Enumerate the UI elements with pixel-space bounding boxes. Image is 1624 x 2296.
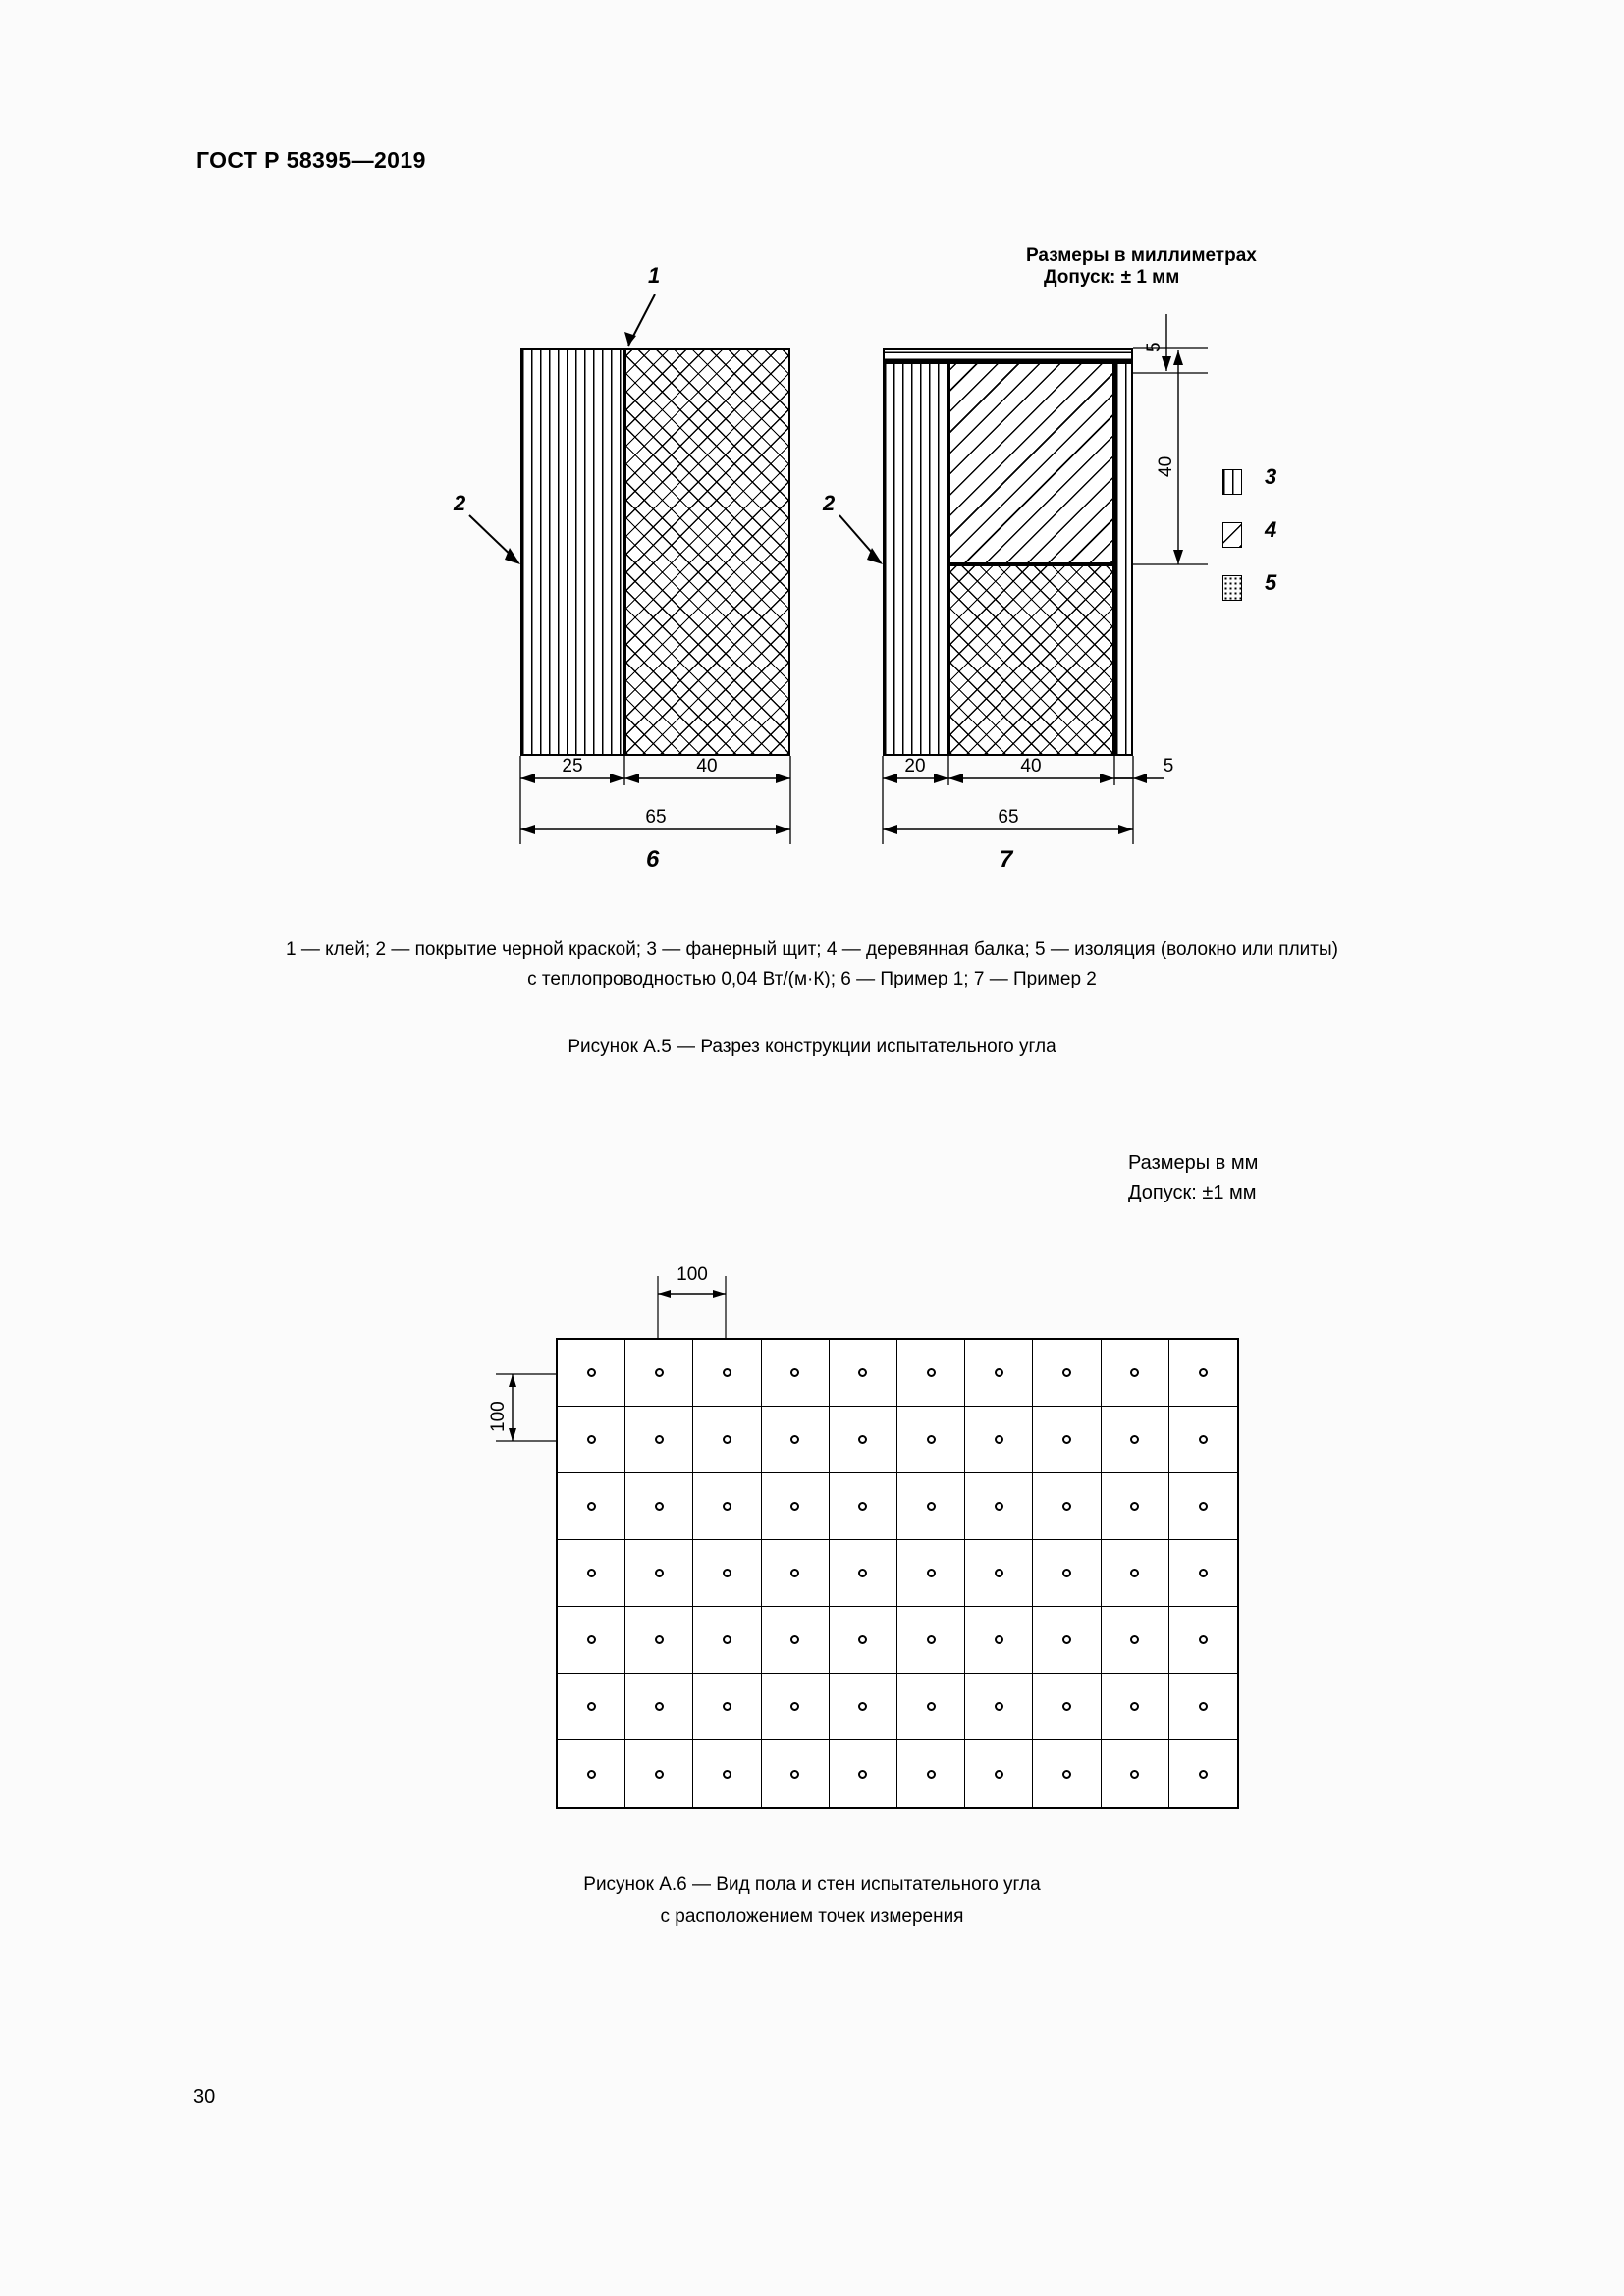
grid-cell: [1102, 1674, 1169, 1740]
figure-a5-key-line1: 1 — клей; 2 — покрытие черной краской; 3 — фанерный щит; 4 — деревянная балка; 5 — изоляция (волокно или плиты): [286, 939, 1338, 960]
grid-cell: [625, 1740, 693, 1807]
grid-cell: [1033, 1473, 1101, 1540]
grid-cell: [762, 1407, 830, 1473]
measurement-point: [858, 1569, 867, 1577]
grid-cell: [1169, 1607, 1237, 1674]
grid-cell: [830, 1540, 897, 1607]
grid-cell: [693, 1540, 761, 1607]
measurement-point: [655, 1569, 664, 1577]
grid-cell: [830, 1340, 897, 1407]
grid-cell: [965, 1607, 1033, 1674]
measurement-point: [1199, 1770, 1208, 1779]
grid-cell: [1033, 1674, 1101, 1740]
grid-cell: [830, 1407, 897, 1473]
grid-cell: [1102, 1407, 1169, 1473]
grid-cell: [693, 1340, 761, 1407]
measurement-point: [995, 1702, 1003, 1711]
grid-cell: [830, 1473, 897, 1540]
leader-label-1: 1: [648, 263, 661, 288]
measurement-point: [790, 1368, 799, 1377]
grid-cell: [558, 1407, 625, 1473]
leader-label-2-left: 2: [454, 491, 466, 515]
grid-cell: [625, 1473, 693, 1540]
grid-cell: [1169, 1473, 1237, 1540]
example2-dim-20: 20: [904, 756, 926, 776]
measurement-point: [723, 1702, 731, 1711]
figure-a5-key-line2: с теплопроводностью 0,04 Вт/(м·К); 6 — Пример 1; 7 — Пример 2: [527, 969, 1097, 989]
grid-cell: [965, 1540, 1033, 1607]
page-number: 30: [193, 2086, 216, 2108]
grid-cell: [625, 1407, 693, 1473]
grid-cell: [625, 1674, 693, 1740]
measurement-point: [1199, 1435, 1208, 1444]
grid-cell: [558, 1740, 625, 1807]
measurement-point: [1199, 1368, 1208, 1377]
measurement-point: [858, 1368, 867, 1377]
measurement-point: [790, 1569, 799, 1577]
legend-label-3: 3: [1265, 464, 1277, 489]
measurement-point: [1062, 1368, 1071, 1377]
grid-cell: [965, 1740, 1033, 1807]
grid-cell: [830, 1607, 897, 1674]
grid-cell: [762, 1740, 830, 1807]
measurement-point: [790, 1702, 799, 1711]
measurement-point: [995, 1770, 1003, 1779]
legend-label-4: 4: [1265, 517, 1277, 542]
measurement-point: [1062, 1502, 1071, 1511]
measurement-point: [858, 1502, 867, 1511]
measurement-point: [1199, 1635, 1208, 1644]
grid-cell: [558, 1674, 625, 1740]
leader-label-2-right: 2: [823, 491, 836, 515]
example1-label: 6: [646, 846, 660, 873]
measurement-point: [790, 1770, 799, 1779]
measurement-point: [1130, 1368, 1139, 1377]
measurement-point: [1199, 1569, 1208, 1577]
grid-cell: [1102, 1340, 1169, 1407]
grid-cell: [1169, 1340, 1237, 1407]
grid-cell: [558, 1540, 625, 1607]
grid-cell: [762, 1540, 830, 1607]
example2-dim-top-5: 5: [1144, 342, 1164, 352]
grid-cell: [1102, 1540, 1169, 1607]
grid-cell: [1033, 1740, 1101, 1807]
measurement-point: [1130, 1502, 1139, 1511]
grid-cell: [1169, 1674, 1237, 1740]
measurement-point: [1062, 1702, 1071, 1711]
figure-a5-caption: Рисунок А.5 — Разрез конструкции испытательного угла: [568, 1037, 1056, 1057]
grid-cell: [1102, 1607, 1169, 1674]
measurement-point: [995, 1435, 1003, 1444]
grid-cell: [625, 1340, 693, 1407]
example2-dim-5: 5: [1163, 756, 1174, 776]
grid-cell: [1169, 1407, 1237, 1473]
grid-cell: [897, 1607, 965, 1674]
measurement-point: [655, 1502, 664, 1511]
grid-cell: [625, 1540, 693, 1607]
measurement-point: [858, 1702, 867, 1711]
measurement-point: [723, 1502, 731, 1511]
grid-cell: [897, 1473, 965, 1540]
figure-a5-units-line2: Допуск: ± 1 мм: [1044, 267, 1180, 288]
example2-label: 7: [1000, 846, 1013, 873]
measurement-point: [790, 1435, 799, 1444]
measurement-point: [790, 1635, 799, 1644]
measurement-point: [723, 1435, 731, 1444]
measurement-point: [723, 1635, 731, 1644]
grid-cell: [625, 1607, 693, 1674]
measurement-point: [1130, 1770, 1139, 1779]
grid-cell: [558, 1607, 625, 1674]
grid-cell: [693, 1473, 761, 1540]
grid-cell: [693, 1674, 761, 1740]
grid-cell: [762, 1473, 830, 1540]
grid-cell: [693, 1407, 761, 1473]
measurement-point: [1062, 1435, 1071, 1444]
measurement-point: [995, 1502, 1003, 1511]
measurement-point: [927, 1368, 936, 1377]
grid-cell: [897, 1540, 965, 1607]
grid-cell: [762, 1607, 830, 1674]
grid-cell: [830, 1674, 897, 1740]
grid-cell: [693, 1740, 761, 1807]
grid-cell: [558, 1340, 625, 1407]
figure-a6-caption-line1: Рисунок А.6 — Вид пола и стен испытательного угла: [583, 1874, 1041, 1895]
example1-dim-65: 65: [645, 807, 667, 828]
measurement-point: [927, 1435, 936, 1444]
measurement-point: [927, 1635, 936, 1644]
example1-dim-25: 25: [562, 756, 583, 776]
grid-cell: [897, 1407, 965, 1473]
measurement-point: [655, 1435, 664, 1444]
measurement-point: [723, 1368, 731, 1377]
measurement-point: [1062, 1569, 1071, 1577]
measurement-point: [1199, 1702, 1208, 1711]
measurement-point: [587, 1770, 596, 1779]
measurement-point: [790, 1502, 799, 1511]
grid-cell: [1033, 1540, 1101, 1607]
grid-cell: [693, 1607, 761, 1674]
example1-dim-40: 40: [696, 756, 718, 776]
grid-cell: [1033, 1607, 1101, 1674]
measurement-point: [723, 1770, 731, 1779]
measurement-point: [655, 1635, 664, 1644]
measurement-point: [858, 1435, 867, 1444]
figure-a6-caption-line2: с расположением точек измерения: [660, 1906, 964, 1927]
grid-cell: [1102, 1740, 1169, 1807]
measurement-point: [587, 1569, 596, 1577]
measurement-point: [655, 1770, 664, 1779]
figure-a5-units-line1: Размеры в миллиметрах: [1026, 245, 1257, 266]
figure-a6-dim-horizontal: 100: [677, 1264, 708, 1285]
measurement-point: [1062, 1635, 1071, 1644]
grid-cell: [558, 1473, 625, 1540]
measurement-point: [927, 1702, 936, 1711]
measurement-point: [927, 1770, 936, 1779]
measurement-point: [655, 1368, 664, 1377]
figure-a6-units-line1: Размеры в мм: [1128, 1152, 1259, 1174]
measurement-point: [1130, 1569, 1139, 1577]
measurement-point: [587, 1435, 596, 1444]
measurement-point: [995, 1368, 1003, 1377]
measurement-point: [858, 1770, 867, 1779]
measurement-point: [587, 1702, 596, 1711]
figure-a6-units-line2: Допуск: ±1 мм: [1128, 1182, 1257, 1203]
measurement-point: [587, 1502, 596, 1511]
grid-cell: [830, 1740, 897, 1807]
grid-cell: [762, 1340, 830, 1407]
measurement-point: [655, 1702, 664, 1711]
measurement-point: [927, 1569, 936, 1577]
measurement-point: [995, 1569, 1003, 1577]
measurement-point: [723, 1569, 731, 1577]
grid-cell: [965, 1340, 1033, 1407]
grid-cell: [897, 1740, 965, 1807]
grid-cell: [1169, 1540, 1237, 1607]
grid-cell: [1033, 1340, 1101, 1407]
measurement-point: [858, 1635, 867, 1644]
grid-cell: [1102, 1473, 1169, 1540]
measurement-point: [587, 1635, 596, 1644]
measurement-point: [1199, 1502, 1208, 1511]
example2-dim-40: 40: [1020, 756, 1042, 776]
example2-dim-65: 65: [998, 807, 1019, 828]
grid-cell: [965, 1407, 1033, 1473]
measurement-point: [1130, 1702, 1139, 1711]
grid-cell: [762, 1674, 830, 1740]
measurement-point: [1062, 1770, 1071, 1779]
page-title: ГОСТ Р 58395—2019: [196, 147, 426, 173]
grid-cell: [897, 1340, 965, 1407]
measurement-grid: [556, 1338, 1239, 1809]
grid-cell: [965, 1674, 1033, 1740]
measurement-point: [587, 1368, 596, 1377]
example2-dim-height-40: 40: [1156, 455, 1176, 477]
measurement-point: [995, 1635, 1003, 1644]
grid-cell: [897, 1674, 965, 1740]
grid-cell: [1169, 1740, 1237, 1807]
measurement-point: [927, 1502, 936, 1511]
figure-a6-dim-vertical: 100: [488, 1401, 509, 1432]
measurement-point: [1130, 1435, 1139, 1444]
grid-cell: [1033, 1407, 1101, 1473]
legend-label-5: 5: [1265, 570, 1277, 595]
grid-cell: [965, 1473, 1033, 1540]
measurement-point: [1130, 1635, 1139, 1644]
